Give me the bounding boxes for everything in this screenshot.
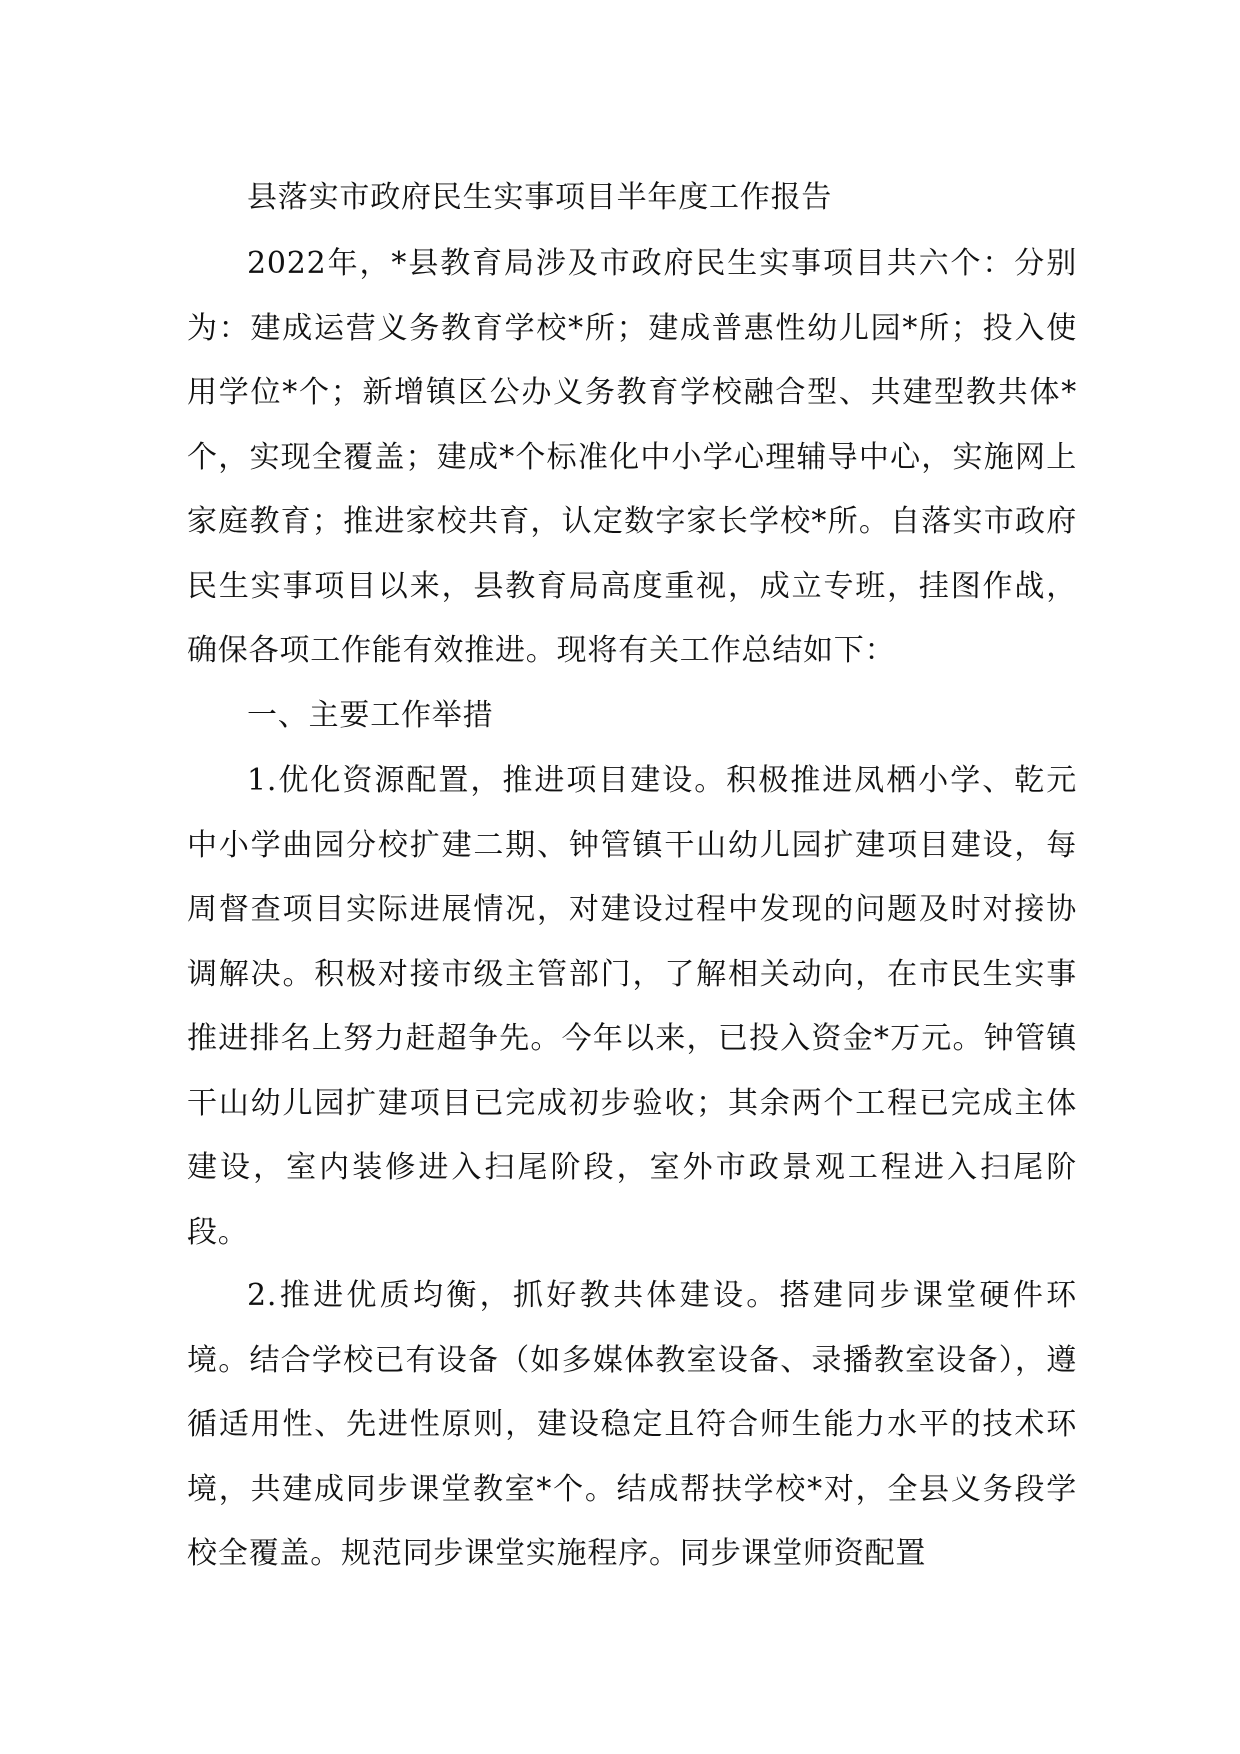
measure-paragraph-1: 1.优化资源配置，推进项目建设。积极推进凤栖小学、乾元中小学曲园分校扩建二期、钟管镇干山幼儿园扩建项目建设，每周督查项目实际进展情况，对建设过程中发现的问题及时对接协调解决。积极对接市级主管部门，了解相关动向，在市民生实事推进排名上努力赶超争先。今年以来，已投入资金*万元。钟管镇干山幼儿园扩建项目已完成初步验收；其余两个工程已完成主体建设，室内装修进入扫尾阶段，室外市政景观工程进入扫尾阶段。 <box>187 763 1077 1250</box>
intro-paragraph: 2022年，*县教育局涉及市政府民生实事项目共六个：分别为：建成运营义务教育学校*所；建成普惠性幼儿园*所；投入使用学位*个；新增镇区公办义务教育学校融合型、共建型教共体*个，实现全覆盖；建成*个标准化中小学心理辅导中心，实施网上家庭教育；推进家校共育，认定数字家长学校*所。自落实市政府民生实事项目以来，县教育局高度重视，成立专班，挂图作战，确保各项工作能有效推进。现将有关工作总结如下： <box>187 246 1077 668</box>
document-title: 县落实市政府民生实事项目半年度工作报告 <box>247 180 833 215</box>
section-heading: 一、主要工作举措 <box>247 698 494 733</box>
measure-paragraph-2: 2.推进优质均衡，抓好教共体建设。搭建同步课堂硬件环境。结合学校已有设备（如多媒体教室设备、录播教室设备），遵循适用性、先进性原则，建设稳定且符合师生能力水平的技术环境，共建成同步课堂教室*个。结成帮扶学校*对，全县义务段学校全覆盖。规范同步课堂实施程序。同步课堂师资配置 <box>187 1278 1077 1571</box>
